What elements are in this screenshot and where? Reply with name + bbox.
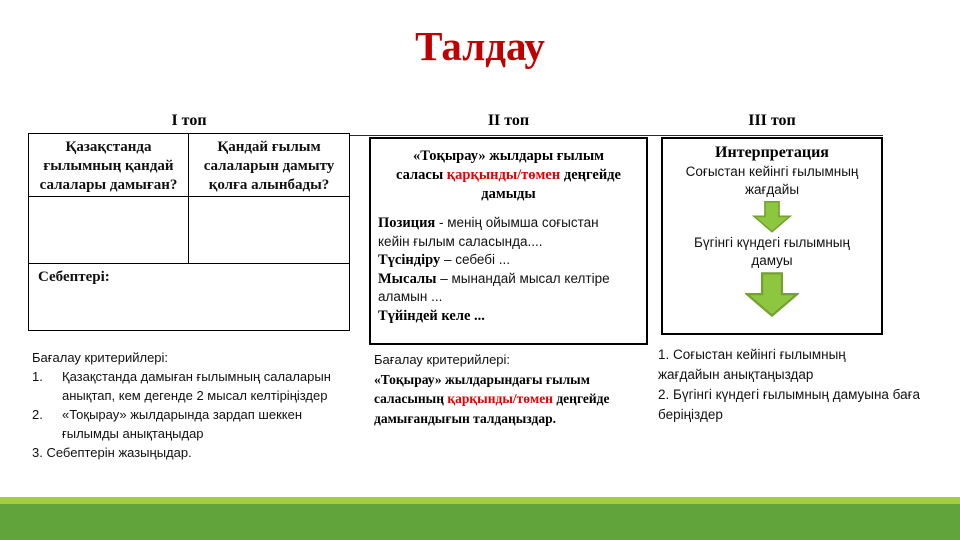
task-line: 2. Бүгінгі күндегі ғылымның дамуына баға — [658, 387, 921, 402]
table-header-developed: Қазақстанда ғылымның қандай салалары дамыған? — [29, 134, 189, 196]
down-arrow-icon — [750, 201, 794, 233]
table-empty-cell-1 — [29, 197, 189, 263]
footer-accent-stripe — [0, 497, 960, 504]
table-empty-cell-2 — [189, 197, 349, 263]
box2-heading — [371, 147, 646, 204]
item-number: 1. — [32, 369, 43, 384]
criteria-line: деңгейде — [552, 391, 610, 406]
group1-header: I топ — [171, 112, 207, 129]
item-text — [62, 405, 358, 443]
criteria-line: «Тоқырау» жылдарындағы ғылым — [374, 371, 590, 387]
lead-word: Позиция — [378, 215, 436, 231]
group2-header: II топ — [487, 112, 530, 129]
item-text-line: «Тоқырау» жылдарында зардап шеккен — [62, 407, 303, 422]
heading-line: саласы — [396, 167, 447, 183]
task-line: жағдайын анықтаңыздар — [658, 367, 814, 382]
body-text: – мынандай мысал келтіре — [436, 270, 610, 286]
group3-tasks — [658, 345, 960, 425]
body-text: – себебі ... — [440, 252, 511, 267]
heading-line: деңгейде — [560, 167, 621, 183]
group1-criteria-title: Бағалау критерийлері: — [32, 350, 169, 365]
science-branches-table — [28, 133, 350, 331]
interpretation-item: Соғыстан кейінгі ғылымның жағдайы — [685, 164, 859, 197]
interpretation-box — [661, 137, 883, 335]
body-line — [378, 270, 639, 289]
criteria-item: 3. Себептерін жазыңыдар. — [32, 445, 192, 460]
reasons-label: Себептері: — [38, 269, 110, 285]
interpretation-item: Бүгінгі күндегі ғылымның дамуы — [694, 235, 850, 268]
criteria-item — [32, 367, 358, 405]
footer-band — [0, 504, 960, 540]
body-line: кейін ғылым саласында.... — [378, 233, 543, 249]
lead-word: Түйіндей келе ... — [378, 307, 485, 324]
criteria-line: саласының — [374, 391, 448, 406]
body-line — [378, 307, 639, 326]
group1-criteria — [32, 348, 358, 462]
slide-title: Талдау — [415, 23, 545, 69]
body-line — [378, 214, 639, 233]
item-text — [62, 367, 358, 405]
down-arrow-icon — [745, 272, 799, 318]
highlighted-words: қарқынды/төмен — [446, 167, 561, 183]
table-header-not-developed: Қандай ғылым салаларын дамыту қолға алынбады? — [203, 139, 335, 194]
criteria-item — [32, 405, 358, 443]
criteria-line: дамығандығын талдаңыздар. — [374, 410, 556, 426]
body-line: аламын ... — [378, 289, 443, 304]
group2-criteria-title: Бағалау критерийлері: — [374, 352, 511, 367]
table-header-row — [29, 134, 349, 196]
item-text-line: анықтап, кем дегенде 2 мысал келтіріңіздер — [62, 388, 328, 403]
item-number: 2. — [32, 407, 43, 422]
task-line: 1. Соғыстан кейінгі ғылымның — [658, 347, 846, 362]
group2-criteria — [374, 350, 662, 428]
lead-word: Мысалы — [378, 270, 437, 287]
heading-line: «Тоқырау» жылдары ғылым — [412, 148, 605, 164]
body-line — [378, 251, 639, 270]
group3-header: III топ — [748, 112, 796, 129]
highlighted-words: қарқынды/төмен — [447, 391, 553, 406]
task-line: беріңіздер — [658, 407, 723, 422]
item-text-line: Қазақстанда дамыған ғылымның салаларын — [62, 369, 331, 384]
table-reasons-row — [29, 263, 349, 330]
position-statement-box — [369, 137, 648, 345]
item-text-line: ғылымды анықтаңыдар — [62, 426, 204, 441]
lead-word: Түсіндіру — [378, 252, 441, 268]
criteria-text — [374, 370, 662, 429]
heading-line: дамыды — [481, 186, 536, 202]
interpretation-title: Интерпретация — [715, 144, 829, 161]
table-empty-row — [29, 196, 349, 263]
body-text: - менің ойымша соғыстан — [435, 215, 599, 230]
box2-body — [378, 214, 639, 325]
